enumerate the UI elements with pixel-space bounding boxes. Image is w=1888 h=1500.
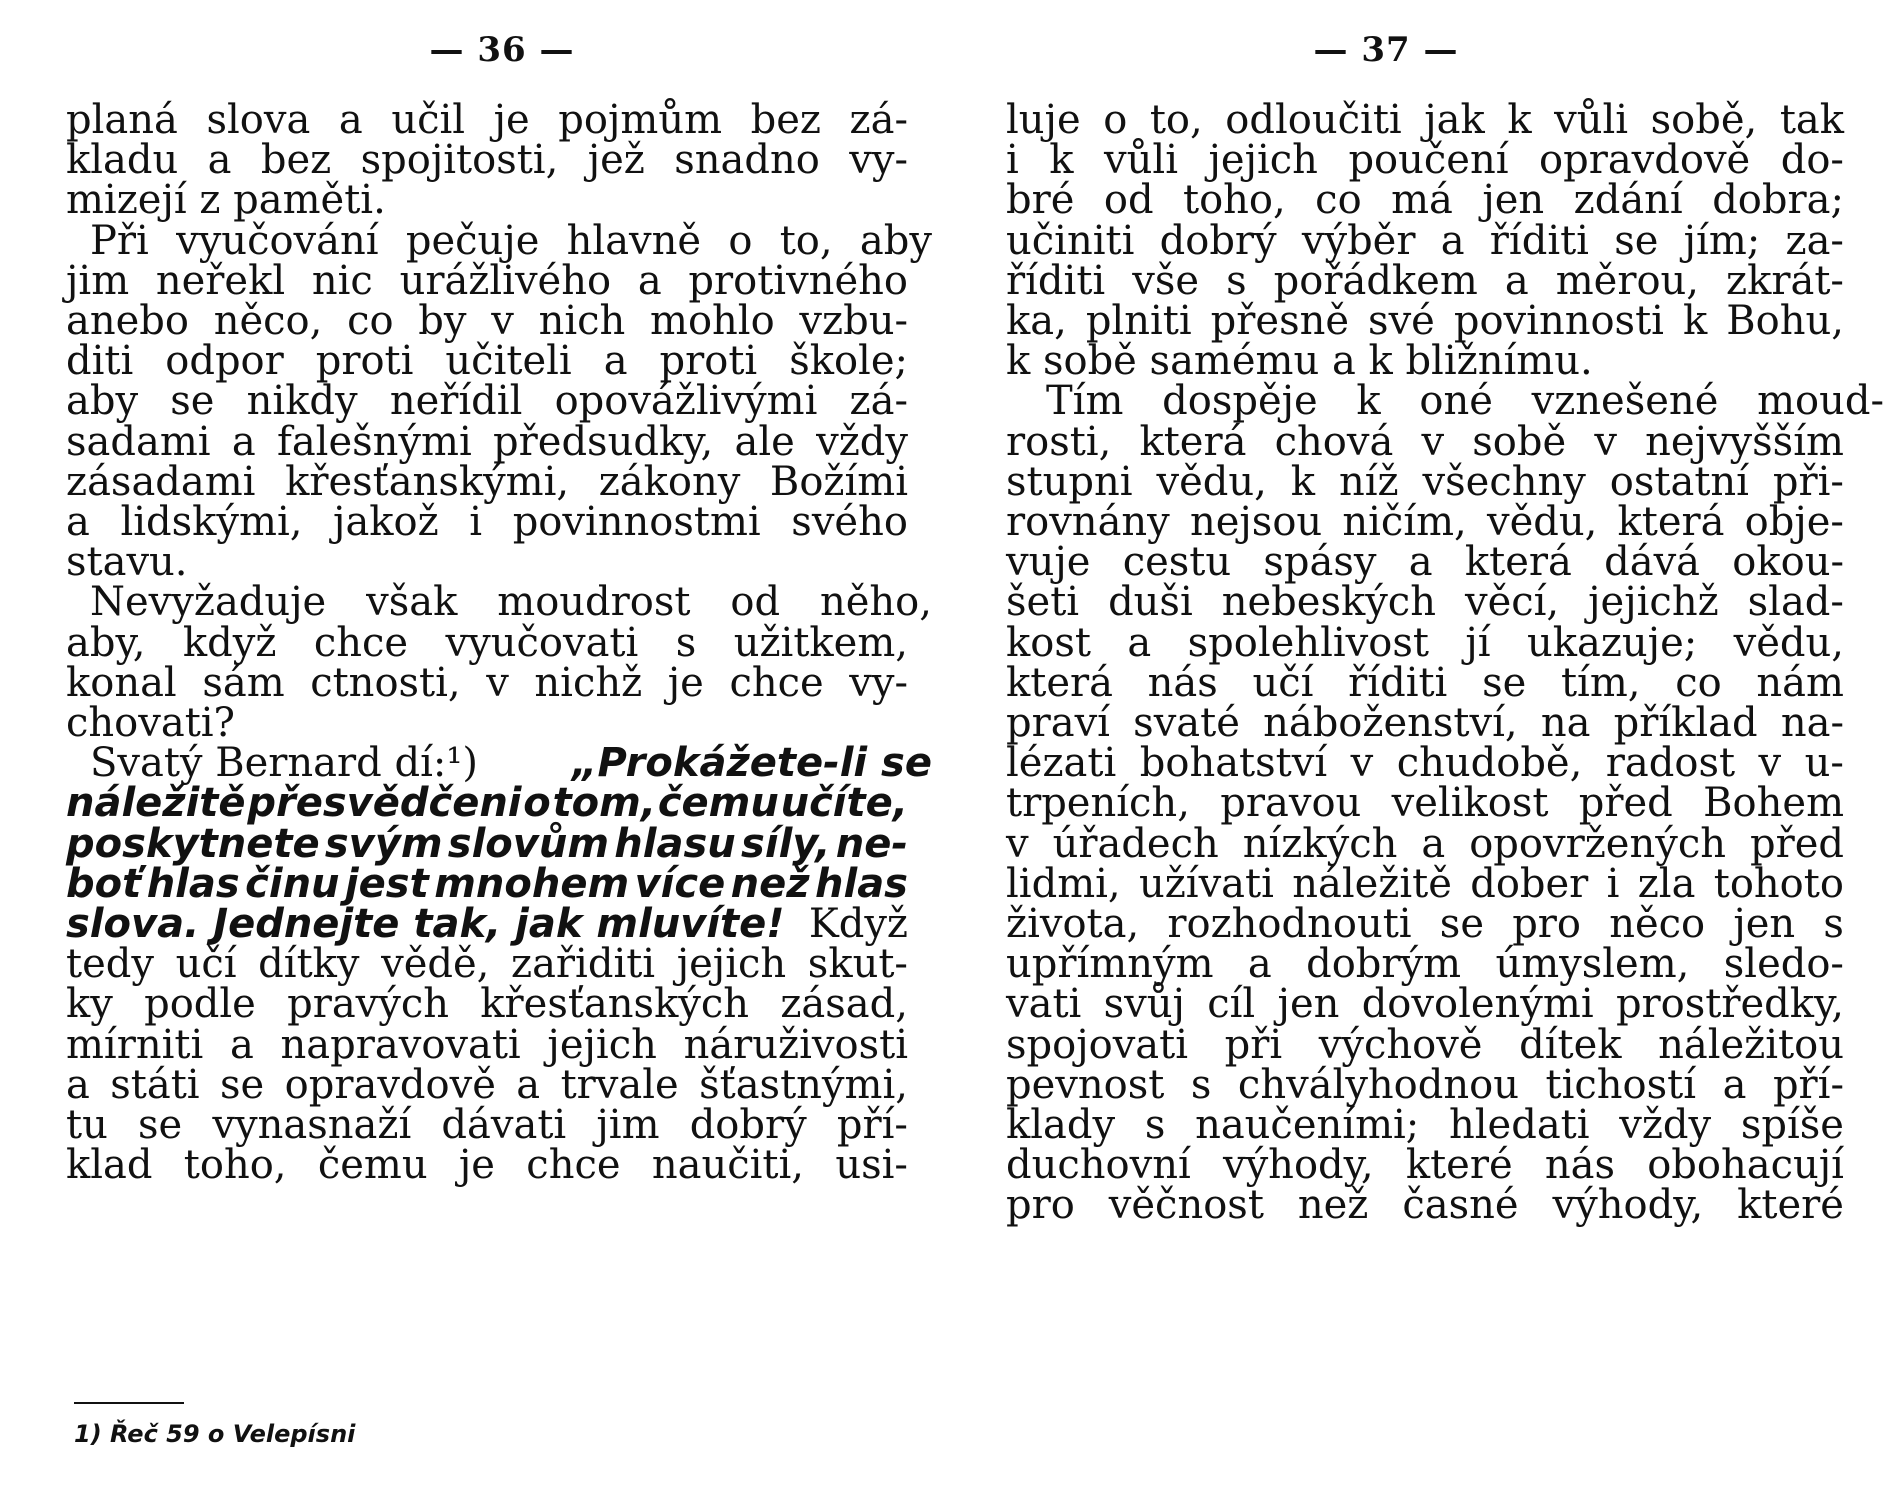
text-line: rosti, která chová v sobě v nejvyšším bbox=[1006, 418, 1844, 465]
text-line: aby, když chce vyučovati s užitkem, bbox=[66, 619, 908, 666]
quote-end-line: slova. Jednejte tak, jak mluvíte! Když bbox=[66, 901, 908, 947]
text-line: ka, plniti přesně své povinnosti k Bohu, bbox=[1006, 298, 1844, 344]
quote-line: poskytnete svým slovům hlasu síly, ne- bbox=[66, 820, 908, 867]
footnote: 1) Řeč 59 o Velepísni bbox=[74, 1420, 356, 1448]
text-line: chovati? bbox=[66, 700, 236, 746]
text-line: říditi vše s pořádkem a měrou, zkrát- bbox=[1006, 257, 1844, 304]
text-line: luje o to, odloučiti jak k vůli sobě, tak bbox=[1006, 97, 1844, 143]
footnote-divider bbox=[74, 1402, 184, 1404]
text-line: a státi se opravdově a trvale šťastnými, bbox=[66, 1061, 908, 1108]
quote-line: boť hlas činu jest mnohem více než hlas bbox=[66, 860, 908, 907]
text-line: planá slova a učil je pojmům bez zá- bbox=[66, 97, 908, 143]
text-line: pro věčnost než časné výhody, které bbox=[1006, 1182, 1844, 1229]
text-line: lézati bohatství v chudobě, radost v u- bbox=[1006, 740, 1844, 787]
text-line: konal sám ctnosti, v nichž je chce vy- bbox=[66, 659, 908, 706]
text-line: učiniti dobrý výběr a říditi se jím; za- bbox=[1006, 217, 1844, 264]
text-line: diti odpor proti učiteli a proti škole; bbox=[66, 338, 908, 385]
text-line: šeti duši nebeských věcí, jejichž slad- bbox=[1006, 579, 1844, 626]
right-page bbox=[944, 0, 1888, 1500]
text-line: která nás učí říditi se tím, co nám bbox=[1006, 659, 1844, 706]
text-line: zásadami křesťanskými, zákony Božími bbox=[66, 458, 908, 505]
page-number: — 36 — bbox=[429, 30, 575, 70]
text-line: duchovní výhody, které nás obohacují bbox=[1006, 1142, 1844, 1189]
text-line: tedy učí dítky vědě, zařiditi jejich skut- bbox=[66, 941, 908, 988]
text-line: klady s naučeními; hledati vždy spíše bbox=[1006, 1102, 1844, 1148]
text-line: vati svůj cíl jen dovolenými prostředky, bbox=[1006, 981, 1844, 1028]
text-line: Při vyučování pečuje hlavně o to, aby bbox=[90, 217, 932, 264]
text-line: bré od toho, co má jen zdání dobra; bbox=[1006, 177, 1844, 224]
quote-line: náležitě přesvědčeni o tom, čemu učíte, bbox=[66, 780, 908, 827]
text-line: aby se nikdy neřídil opovážlivými zá- bbox=[66, 378, 908, 425]
text-line: sadami a falešnými předsudky, ale vždy bbox=[66, 418, 908, 465]
text-line: praví svaté náboženství, na příklad na- bbox=[1006, 700, 1844, 746]
text-line: života, rozhodnouti se pro něco jen s bbox=[1006, 901, 1844, 947]
text-line: jim neřekl nic urážlivého a protivného bbox=[66, 257, 908, 304]
text-line: i k vůli jejich poučení opravdově do- bbox=[1006, 137, 1844, 184]
text-line: tu se vynasnaží dávati jim dobrý pří- bbox=[66, 1102, 908, 1148]
text-line: stavu. bbox=[66, 539, 188, 586]
text-line: vuje cestu spásy a která dává okou- bbox=[1006, 539, 1844, 586]
text-line: stupni vědu, k níž všechny ostatní při- bbox=[1006, 458, 1844, 505]
text-line: klad toho, čemu je chce naučiti, usi- bbox=[66, 1142, 908, 1189]
text-line: a lidskými, jakož i povinnostmi svého bbox=[66, 499, 908, 545]
page-number: — 37 — bbox=[1313, 30, 1459, 70]
text-line: mizejí z paměti. bbox=[66, 177, 386, 224]
text-line: Tím dospěje k oné vznešené moud- bbox=[1046, 378, 1884, 425]
quote-intro-line: Svatý Bernard dí:¹) „Prokážete-li se bbox=[90, 740, 932, 787]
text-line: upřímným a dobrým úmyslem, sledo- bbox=[1006, 941, 1844, 988]
text-line: mírniti a napravovati jejich náruživosti bbox=[66, 1021, 908, 1068]
text-line: trpeních, pravou velikost před Bohem bbox=[1006, 780, 1844, 827]
text-line: kladu a bez spojitosti, jež snadno vy- bbox=[66, 137, 908, 184]
text-line: kost a spolehlivost jí ukazuje; vědu, bbox=[1006, 619, 1844, 666]
text-line: Nevyžaduje však moudrost od něho, bbox=[90, 579, 932, 626]
text-line: ky podle pravých křesťanských zásad, bbox=[66, 981, 908, 1028]
text-line: v úřadech nízkých a opovržených před bbox=[1006, 820, 1844, 867]
text-line: spojovati při výchově dítek náležitou bbox=[1006, 1021, 1844, 1068]
text-line: rovnány nejsou ničím, vědu, která obje- bbox=[1006, 499, 1844, 545]
text-line: pevnost s chvályhodnou tichostí a pří- bbox=[1006, 1061, 1844, 1108]
text-line: k sobě samému a k bližnímu. bbox=[1006, 338, 1593, 385]
text-line: anebo něco, co by v nich mohlo vzbu- bbox=[66, 298, 908, 344]
text-line: lidmi, užívati náležitě dober i zla tohoto bbox=[1006, 860, 1844, 907]
